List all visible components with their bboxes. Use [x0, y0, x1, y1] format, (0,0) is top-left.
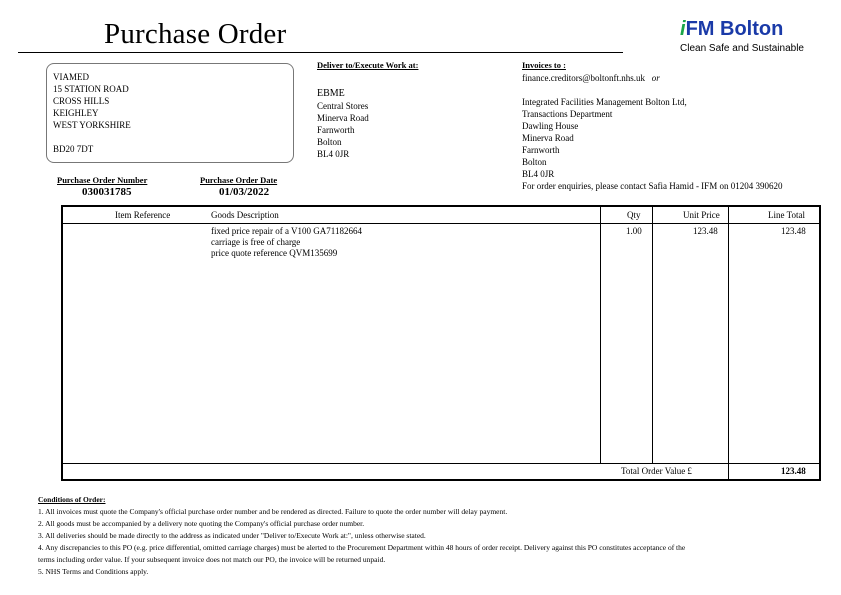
supplier-line	[53, 131, 131, 143]
page-title: Purchase Order	[104, 18, 287, 50]
order-table	[61, 205, 821, 481]
condition-line: 3. All deliveries should be made directly to the address as indicated under "Deliver to/Execute Work at:", unless otherwise stated.	[38, 531, 426, 540]
invoice-line: BL4 0JR	[522, 169, 555, 179]
description-line: price quote reference QVM135699	[211, 248, 338, 258]
condition-line: 5. NHS Terms and Conditions apply.	[38, 567, 149, 576]
invoice-heading: Invoices to :	[522, 60, 566, 70]
invoice-address	[522, 72, 782, 192]
invoice-line: Minerva Road	[522, 133, 574, 143]
supplier-line: WEST YORKSHIRE	[53, 120, 131, 130]
supplier-line: CROSS HILLS	[53, 96, 110, 106]
deliver-line: Minerva Road	[317, 113, 369, 123]
invoice-line: Integrated Facilities Management Bolton Ltd,	[522, 97, 687, 107]
col-header-goods-description: Goods Description	[211, 210, 279, 220]
deliver-line: Central Stores	[317, 101, 369, 111]
title-divider	[18, 52, 623, 53]
po-number-label: Purchase Order Number	[57, 175, 148, 185]
deliver-line: Bolton	[317, 137, 342, 147]
deliver-line: EBME	[317, 88, 345, 99]
deliver-line: Farnworth	[317, 125, 355, 135]
condition-line: 1. All invoices must quote the Company's official purchase order number and be rendered as directed. Failure to quote the order number will delay payment.	[38, 507, 508, 516]
deliver-heading: Deliver to/Execute Work at:	[317, 60, 419, 70]
brand-tagline: Clean Safe and Sustainable	[680, 43, 804, 54]
supplier-line: 15 STATION ROAD	[53, 84, 129, 94]
invoice-line: Farnworth	[522, 145, 560, 155]
po-date-label: Purchase Order Date	[200, 175, 278, 185]
condition-line: 2. All goods must be accompanied by a delivery note quoting the Company's official purchase order number.	[38, 519, 365, 528]
col-divider-qty	[600, 207, 601, 463]
total-order-value: 123.48	[781, 466, 806, 476]
invoice-enquiry-line: For order enquiries, please contact Safia Hamid - IFM on 01204 390620	[522, 181, 783, 191]
row-goods-description	[211, 226, 362, 259]
po-date: 01/03/2022	[219, 186, 270, 198]
row-qty: 1.00	[626, 226, 642, 236]
table-total-divider	[63, 463, 819, 464]
invoice-line	[522, 84, 782, 96]
deliver-line: BL4 0JR	[317, 149, 350, 159]
col-header-item-reference: Item Reference	[115, 210, 171, 220]
description-line: fixed price repair of a V100 GA71182664	[211, 226, 362, 236]
condition-line: 4. Any discrepancies to this PO (e.g. price differential, omitted carriage charges) must be alerted to the Procurement Department within 48 hours of order receipt. Delivery against this PO constitutes acceptance of the	[38, 543, 686, 552]
table-header-divider	[63, 223, 819, 224]
col-header-unit-price: Unit Price	[683, 210, 720, 220]
invoice-line: Bolton	[522, 157, 547, 167]
col-divider-unit-price	[652, 207, 653, 463]
col-header-line-total: Line Total	[768, 210, 805, 220]
deliver-address	[317, 88, 369, 160]
invoice-line: Transactions Department	[522, 109, 613, 119]
brand-name	[680, 18, 820, 41]
supplier-line: VIAMED	[53, 72, 89, 82]
total-order-label: Total Order Value £	[621, 466, 692, 476]
conditions-heading: Conditions of Order:	[38, 495, 106, 504]
invoice-email-or: or	[651, 73, 660, 83]
row-unit-price: 123.48	[693, 226, 718, 236]
description-line: carriage is free of charge	[211, 237, 301, 247]
col-divider-line-total	[728, 207, 729, 481]
brand-name-text: FM Bolton	[685, 18, 784, 40]
row-line-total: 123.48	[781, 226, 806, 236]
invoice-line: Dawling House	[522, 121, 579, 131]
brand-logo	[680, 18, 820, 54]
supplier-line: KEIGHLEY	[53, 108, 99, 118]
col-header-qty: Qty	[627, 210, 641, 220]
supplier-address	[53, 71, 131, 155]
supplier-line: BD20 7DT	[53, 144, 94, 154]
invoice-email-line	[522, 72, 782, 84]
invoice-email[interactable]: finance.creditors@boltonft.nhs.uk	[522, 73, 646, 83]
condition-line: terms including order value. If your subsequent invoice does not match our PO, the invoice will be returned unpaid.	[38, 555, 386, 564]
po-number: 030031785	[82, 186, 132, 198]
conditions-of-order	[38, 494, 828, 578]
brand-prefix: i	[680, 18, 686, 40]
